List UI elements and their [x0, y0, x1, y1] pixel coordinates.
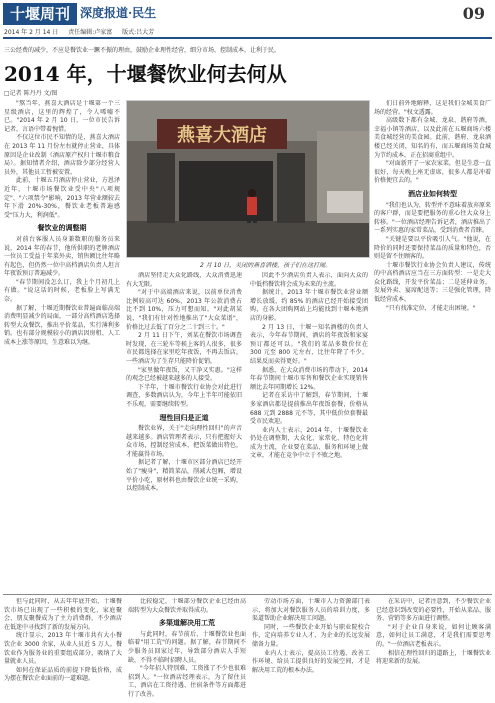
bottom-column-2 [128, 598, 246, 702]
article-column-3 [250, 272, 368, 592]
paragraph: 在采访中，记者注意到，不少餐饮企业已经意识到改变的必要性，开始从菜品、服务、营销等多方面进行调整。 [376, 598, 491, 623]
paragraph: "今年招人特别难，工资涨了不少也很难招到人。"一位酒店经理表示，为了留住员工，酒店在工资待遇、住宿条件等方面都进行了改善。 [128, 665, 246, 698]
paragraph: 但与此同时，从去年年底开始，十堰餐饮市场已出现了一些积极的变化，家庭聚会、朋友聚餐成为了主力消费群，不少酒店在低迷中寻找到了新的发展方向。 [4, 598, 122, 631]
paragraph: 2 月 11 日下午，刘某在餐饮市场调查时发现，在三轮车等候上客的人很多，很多市民都选择在家里吃年夜饭，不再去饭店，一些酒店为了生存只能降价促销。 [126, 332, 242, 365]
restaurant-facade-image [127, 101, 370, 258]
article-column-1 [4, 100, 120, 580]
paragraph: "对于企业自身来说，如何让顾客满意，如何让员工满意，才是我们需要思考的。"一位酒店老板表示。 [376, 623, 491, 648]
page-number: 09 [462, 4, 485, 23]
paragraph: 业内人士表示，提高员工待遇、改善工作环境、给员工提供良好的发展空间，才是解决用工荒的根本办法。 [252, 649, 370, 674]
bottom-column-4 [376, 598, 491, 702]
paragraph: 十堰市餐饮行业协会负责人建议，传统的中高档酒店应当在三方面转型：一是走大众化路线，开发平价菜品；二是延伸业务，发展外卖、宴席配送等；三是强化管理，降低经营成本。 [374, 261, 491, 304]
article-byline: □记者 陈丹丹 文/图 [4, 90, 58, 97]
subheading: 餐饮业的调整期 [37, 223, 87, 233]
paragraph: 据统计，2013 年十堰市餐饮业营业额增长放缓，约 85% 的酒店已经开始接受团购，在各大团购网站上均能找到十堰本地酒店的身影。 [250, 289, 368, 322]
paragraph: 餐饮业界，关于"走向理性回归"的声音越来越多。酒店管理者表示，只有把握好大众市场，控制经营成本，把饭菜做出特色，才能赢得市场。 [126, 425, 242, 458]
subheading: 酒店业如何转型 [408, 188, 457, 198]
article-lead: 三公经费的减少，不应是餐饮业一蹶不振的理由，鼓励企业理性经营，细分市场，控制成本，让利于民。 [4, 47, 281, 54]
paragraph: 因此不少酒店负责人表示，面向大众的中低档餐饮将会成为未来的主流。 [250, 272, 368, 288]
paragraph: 劳动市场方面，十堰市人力资源部门表示，将加大对餐饮服务人员的培训力度，多渠道帮助企业解决用工问题。 [252, 598, 370, 623]
publication-name: 十堰周刊 [3, 3, 77, 25]
paragraph: "家里做年夜饭，又干净又实惠。"这样的观念已经被越来越多的人接受。 [126, 366, 242, 383]
paragraph: 相信在理性回归的道路上，十堰餐饮业将迎来新的发展。 [376, 649, 491, 666]
paragraph: "对面新开了一家农家菜，但是生意一直很好，每天晚上座无虚席，很多人都是冲着价格便宜去的。" [374, 160, 491, 185]
subheading: 理性回归是正道 [159, 412, 209, 422]
section-divider [3, 594, 492, 595]
paragraph: 据了解，十堰近期餐饮业普遍面临高端消费明显减少的局面，一部分高档酒店选择转型大众餐饮，推出平价菜品，实行薄利多销。也有部分规模较小的酒店因房租、人工成本上涨等原因，生意难以为继。 [4, 304, 120, 347]
bottom-column-3 [252, 598, 370, 702]
paragraph: 同时，一些餐饮企业开始与职业院校合作，定向培养专业人才，为企业的长远发展储备力量。 [252, 623, 370, 648]
paragraph: 据悉，在大众消费市场的带动下，2014 年春节期间十堰市零售和餐饮企业实现销售额比去年同期增长 12%。 [250, 366, 368, 391]
paragraph: "春节期间没怎么订，我上个月初几上有做。"说这话的时候，老板脸上写满无奈。 [4, 278, 120, 304]
paragraph: 此前，十堰五月酒店停止营业，方恩泽近年，十堰市场餐饮业受中央"八项规定"、"六项禁令"影响，2013 年营业额较去年下滑 20%-30%，餐饮业老板普遍感受"压力大，利润低"。 [4, 177, 120, 219]
issue-date: 2014 年 2 月 14 日 [4, 29, 59, 36]
paragraph: 们日前外地解释，这是我们金城美食广场的经营。"权文透露。 [374, 100, 491, 116]
issue-meta [4, 27, 162, 36]
paragraph: 下半年，十堰市餐饮行业协会对此进行调查，多数酒店认为，今年上半年可能依旧不乐观，需要继续转型。 [126, 383, 242, 408]
paragraph: "熬当年，燕喜大酒店是十堰第一个三星级酒店，这里的辉煌了，令人唏嘘不已。"2014 年 2 月 10 日，一位市民告诉记者，言语中带着惋惜。 [4, 100, 120, 133]
paragraph: 2 月 13 日，十堰一知名酒楼的负责人表示，今年春节期间，酒店的年夜饭和家宴预订都还可以。"我们的菜品多数价位在 300 元至 800 元左右，比往年降了不少，结果反而卖得更好。" [250, 323, 368, 365]
article-photo [126, 100, 370, 258]
paragraph: 据记者了解，十堰市区部分酒店已经开始了"瘦身"，精简菜品，削减大包厢，增设平价小吃，原材料也由餐饮企业统一采购，以控制成本。 [126, 459, 242, 493]
paragraph: 不仅这位市民不知情的是，燕喜大酒店在 2013 年 11 月份左右就停止营业，具体原因是企业改制（酒店原产权归十堰市粮食局）。据知情者介绍，酒店除少部分经营人员外，其他员工暂被安置。 [4, 134, 120, 176]
article-column-2 [126, 272, 242, 592]
paragraph: 比较稳定，十堰部分餐饮企业已经由高端转型为大众餐饮并取得成功。 [128, 598, 246, 614]
subheading: 多渠道解决用工荒 [159, 618, 215, 628]
paragraph: "对于中高端酒店来说，以前单位消费比例较高可达 60%，2013 年公款消费占比不到 10%，压力可想而知。"对此胡某说，"我们有针对性地推出了"大众菜谱"，价格比过去低了百分之二十到三十。" [126, 289, 242, 331]
paragraph: 高级数下都有金城、龙泉、谐府等酒，幸福小镇等酒店，以及此前在五堰商场六楼美食城经营的美食园。此前，谐府、龙泉酒楼已经关闭，知名的有，而五堰商场美食城为节约成本，正在招商重组中。 [374, 117, 491, 159]
article-column-4 [374, 100, 491, 580]
section-title: 深度报道·民生 [80, 6, 157, 20]
editor-credit: 责任编辑:卢家富 [68, 29, 113, 36]
photo-caption: 2 月 10 日，关闭的燕喜酒楼，孩子们在这打闹。 [200, 262, 332, 269]
layout-credit: 版式:吕大芳 [122, 29, 155, 36]
page-header [0, 0, 495, 38]
bottom-column-1 [4, 598, 122, 702]
paragraph: "我们也认为，转型并不意味着放弃原来的客户群，而是要把服务的重心往大众身上转移。"一位酒店经理告诉记者，酒店推出了一系列实惠的家常菜品，受到消费者青睐。 [374, 201, 491, 235]
paragraph: 业内人士表示，2014 年，十堰餐饮业仍处在调整期，大众化、家常化、特色化将成为主流，企业要在菜品、服务和环境上做文章，才能在竞争中立于不败之地。 [250, 426, 368, 460]
paragraph: "关键是要以平价吸引人气。"他说，在降价的同时还要保持菜品的质量和特色，否则是留不住顾客的。 [374, 235, 491, 261]
paragraph: 如何在保证品质的前提下降低价格，成为摆在餐饮企业面前的一道难题。 [4, 666, 122, 683]
article-headline: 2014 年，十堰餐饮业何去何从 [4, 62, 287, 86]
header-rule [3, 37, 492, 39]
paragraph: 记者在采访中了解到，春节期间，十堰多家酒店都是提前推出年夜饭套餐，价格从 688 元到 2888 元不等，其中低价位套餐最受市民欢迎。 [250, 392, 368, 426]
svg-text:燕喜大酒店: 燕喜大酒店 [177, 125, 267, 146]
paragraph: "只有找准定位，才能走出困境。" [386, 304, 476, 312]
paragraph: 对前台客服人员身兼数职的服务员来说，2014 年的春节，他所供职的老牌酒店一位员工受益于年菜外卖，销售额比往年略有起色，但仍然一位中高档酒店负责人坦言年夜饭预订普遍减少。 [4, 235, 120, 278]
paragraph: 与此同时，春节前后，十堰餐饮业也面临着"用工荒"的问题。据了解，春节期间不少服务员回家过年，导致部分酒店人手短缺，不得不临时招聘人员。 [128, 630, 246, 664]
paragraph: 统计显示，2013 年十堰市共有大小餐饮企业 3000 余家，从业人员近 5 万人。餐饮业作为服务业的重要组成部分，吸纳了大量就业人员。 [4, 632, 122, 666]
paragraph: 酒店坚持走大众化路线，大众消费迅速有大无限。 [126, 272, 242, 288]
